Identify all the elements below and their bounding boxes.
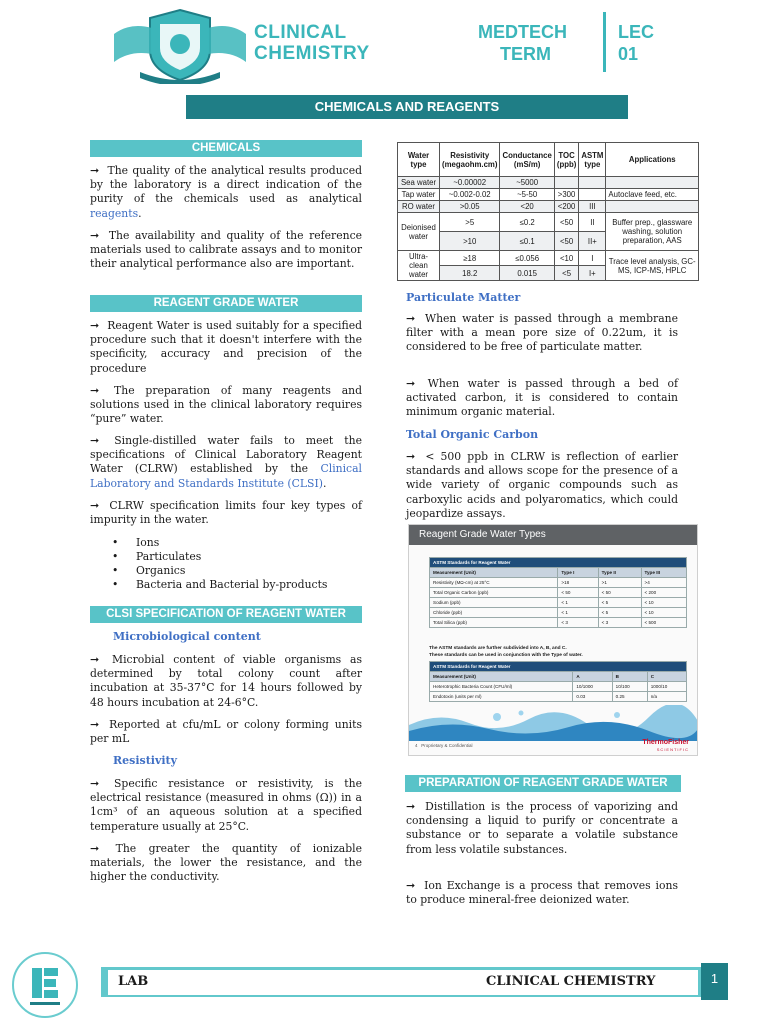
water-types-table xyxy=(397,142,699,281)
astm-table-types: ASTM Standards for Reagent Water Measurement (Unit) Type I Type II Type III Resistivity (MΩ-cm) at 25°C >18 >1 >4 Total Organic Carbon (ppb) < 50 < 50 < 200 Sodium (ppb) < 1 < 5 < 10 Chloride (ppb) < 1 < 5 < 10 Total Silica (ppb) < 3 < 3 < 500 xyxy=(429,557,687,628)
arrow-icon: ➞ xyxy=(90,384,100,397)
arrow-icon: ➞ xyxy=(90,319,100,332)
header-term-line1: MEDTECH xyxy=(478,22,567,42)
table-row: Tap water ~0.002-0.02 ~5-50 >300 Autoclave feed, etc. xyxy=(398,189,699,201)
table-row: Sea water ~0.00002 ~5000 xyxy=(398,177,699,189)
toc-heading: Total Organic Carbon xyxy=(406,428,539,441)
arrow-icon: ➞ xyxy=(90,499,100,512)
reagent-water-paragraph-3: ➞ Single-distilled water fails to meet the specifications of Clinical Laboratory Reagent Water (CLRW) established by the Clinical Laboratory and Standards Institute (CLSI). xyxy=(90,434,362,490)
table-header: Water type xyxy=(398,143,440,177)
main-banner: CHEMICALS AND REAGENTS xyxy=(186,95,628,119)
list-item: • Ions xyxy=(112,536,362,550)
header-title-line1: CLINICAL xyxy=(254,22,347,43)
header-title xyxy=(254,22,370,64)
table-row: RO water >0.05 <20 <200 III xyxy=(398,201,699,213)
table-row: Total Silica (ppb) < 3 < 3 < 500 xyxy=(430,618,687,628)
table-header: ASTM type xyxy=(579,143,606,177)
slide-footer: 4 Proprietary & Confidential xyxy=(415,743,473,748)
arrow-icon: ➞ xyxy=(406,450,416,463)
clsi-link[interactable]: Clinical Laboratory and Standards Institute (CLSI) xyxy=(90,462,362,490)
preparation-paragraph-1: ➞ Distillation is the process of vaporizing and condensing a liquid to purify or concentrate a substance or to separate a volatile substance from less volatile substances. xyxy=(406,800,678,856)
table-row: Sodium (ppb) < 1 < 5 < 10 xyxy=(430,598,687,608)
table-row: Resistivity (MΩ-cm) at 25°C >18 >1 >4 xyxy=(430,578,687,588)
reagents-link[interactable]: reagents xyxy=(90,206,139,220)
arrow-icon: ➞ xyxy=(90,434,100,447)
footer-logo xyxy=(12,952,78,1018)
table-header-row xyxy=(398,143,699,177)
reagent-water-types-slide xyxy=(408,524,698,756)
section-preparation-heading: PREPARATION OF REAGENT GRADE WATER xyxy=(405,775,681,792)
arrow-icon: ➞ xyxy=(406,800,416,813)
thermofisher-logo: ThermoFisher SCIENTIFIC xyxy=(642,739,689,752)
list-item: • Particulates xyxy=(112,550,362,564)
impurity-list xyxy=(112,536,362,592)
header-divider xyxy=(603,12,606,72)
microbiological-paragraph-2: ➞ Reported at cfu/mL or colony forming units per mL xyxy=(90,718,362,746)
table-row: Deionised water >5 ≤0.2 <50 II Buffer prep., glassware washing, solution preparation, AAS xyxy=(398,213,699,232)
header-lecture xyxy=(618,21,654,65)
reagent-water-paragraph-2: ➞ The preparation of many reagents and solutions used in the clinical laboratory requires “pure” water. xyxy=(90,384,362,426)
section-chemicals-heading: CHEMICALS xyxy=(90,140,362,157)
arrow-icon: ➞ xyxy=(90,842,100,855)
reagent-water-paragraph-4: ➞ CLRW specification limits four key types of impurity in the water. xyxy=(90,499,362,527)
table-header: Resistivity (megaohm.cm) xyxy=(440,143,500,177)
particulate-paragraph-1: ➞ When water is passed through a membrane filter with a mean pore size of 0.22um, it is considered to be free of particulate matter. xyxy=(406,312,678,354)
header-lec-line1: LEC xyxy=(618,22,654,42)
table-row: Heterotrophic Bacteria Count (CFU/ml) 10/1000 10/100 1000/10 xyxy=(430,682,687,692)
table-row: 18.2 0.015 <5 I+ xyxy=(398,266,699,281)
arrow-icon: ➞ xyxy=(90,164,100,177)
list-item: • Organics xyxy=(112,564,362,578)
water-splash-image xyxy=(409,705,698,741)
particulate-heading: Particulate Matter xyxy=(406,291,521,304)
chemicals-paragraph-2: ➞ The availability and quality of the reference materials used to calibrate assays and to monitor their analytical performance also are important. xyxy=(90,229,363,271)
preparation-paragraph-2: ➞ Ion Exchange is a process that removes ions to produce mineral-free deionized water. xyxy=(406,879,679,907)
reagent-water-paragraph-1: ➞ Reagent Water is used suitably for a specified procedure such that it doesn't interfere with the specificity, accuracy and precision of the procedure xyxy=(90,319,362,375)
list-item: • Bacteria and Bacterial by-products xyxy=(112,578,362,592)
table-header: Applications xyxy=(606,143,699,177)
microbiological-paragraph-1: ➞ Microbial content of viable organisms as determined by total colony count after incubation at 35-37°C for 14 hours followed by 48 hours incubation at 24-6°C. xyxy=(90,653,363,709)
toc-paragraph: ➞ < 500 ppb in CLRW is reflection of earlier standards and allows scope for the presence of a wide variety of organic compounds such as carboxylic acids and polyaromatics, which could jeopardize assays. xyxy=(406,450,678,520)
arrow-icon: ➞ xyxy=(90,229,100,242)
footer-lab-label: LAB xyxy=(118,974,149,989)
section-reagent-water-heading: REAGENT GRADE WATER xyxy=(90,295,362,312)
crest-logo xyxy=(110,4,250,84)
astm-table-classes: ASTM Standards for Reagent Water Measurement (Unit) A B C Heterotrophic Bacteria Count (CFU/ml) 10/1000 10/100 1000/10 Endotoxin (units per ml) 0.03 0.25 n/a xyxy=(429,661,687,702)
header-lec-line2: 01 xyxy=(618,44,639,64)
table-row: Total Organic Carbon (ppb) < 50 < 50 < 200 xyxy=(430,588,687,598)
slide-notes: The ASTM standards are further subdivided into A, B, and C. These standards can be used in conjunction with the Type of water. xyxy=(429,646,583,658)
particulate-paragraph-2: ➞ When water is passed through a bed of activated carbon, it is considered to contain minimum organic material. xyxy=(406,377,678,419)
arrow-icon: ➞ xyxy=(90,653,100,666)
section-clsi-heading: CLSI SPECIFICATION OF REAGENT WATER xyxy=(90,606,362,623)
arrow-icon: ➞ xyxy=(90,777,100,790)
arrow-icon: ➞ xyxy=(90,718,100,731)
table-row: >10 ≤0.1 <50 II+ xyxy=(398,232,699,251)
slide-title: Reagent Grade Water Types xyxy=(409,525,697,545)
resistivity-heading: Resistivity xyxy=(113,754,178,767)
table-row: Ultra-clean water ≥18 ≤0.056 <10 I Trace level analysis, GC-MS, ICP-MS, HPLC xyxy=(398,251,699,266)
resistivity-paragraph-2: ➞ The greater the quantity of ionizable materials, the lower the resistance, and the higher the conductivity. xyxy=(90,842,362,884)
footer-subject-label: CLINICAL CHEMISTRY xyxy=(486,974,656,989)
header-title-line2: CHEMISTRY xyxy=(254,43,370,64)
resistivity-paragraph-1: ➞ Specific resistance or resistivity, is the electrical resistance (measured in ohms (Ω)) in a 1cm³ of an aqueous solution at a specified temperature usually at 25°C. xyxy=(90,777,362,833)
table-header: TOC (ppb) xyxy=(554,143,578,177)
arrow-icon: ➞ xyxy=(406,377,416,390)
chemicals-paragraph-1: ➞ The quality of the analytical results produced by the laboratory is a direct indication of the purity of the chemicals used as analytical reagents. xyxy=(90,164,362,220)
arrow-icon: ➞ xyxy=(406,879,416,892)
table-row: Chloride (ppb) < 1 < 5 < 10 xyxy=(430,608,687,618)
page-number: 1 xyxy=(701,963,728,1000)
microbiological-heading: Microbiological content xyxy=(113,630,261,643)
header-term xyxy=(478,21,567,65)
table-row: Endotoxin (units per ml) 0.03 0.25 n/a xyxy=(430,692,687,702)
arrow-icon: ➞ xyxy=(406,312,416,325)
table-header: Conductance (mS/m) xyxy=(500,143,554,177)
header-term-line2: TERM xyxy=(500,44,551,64)
